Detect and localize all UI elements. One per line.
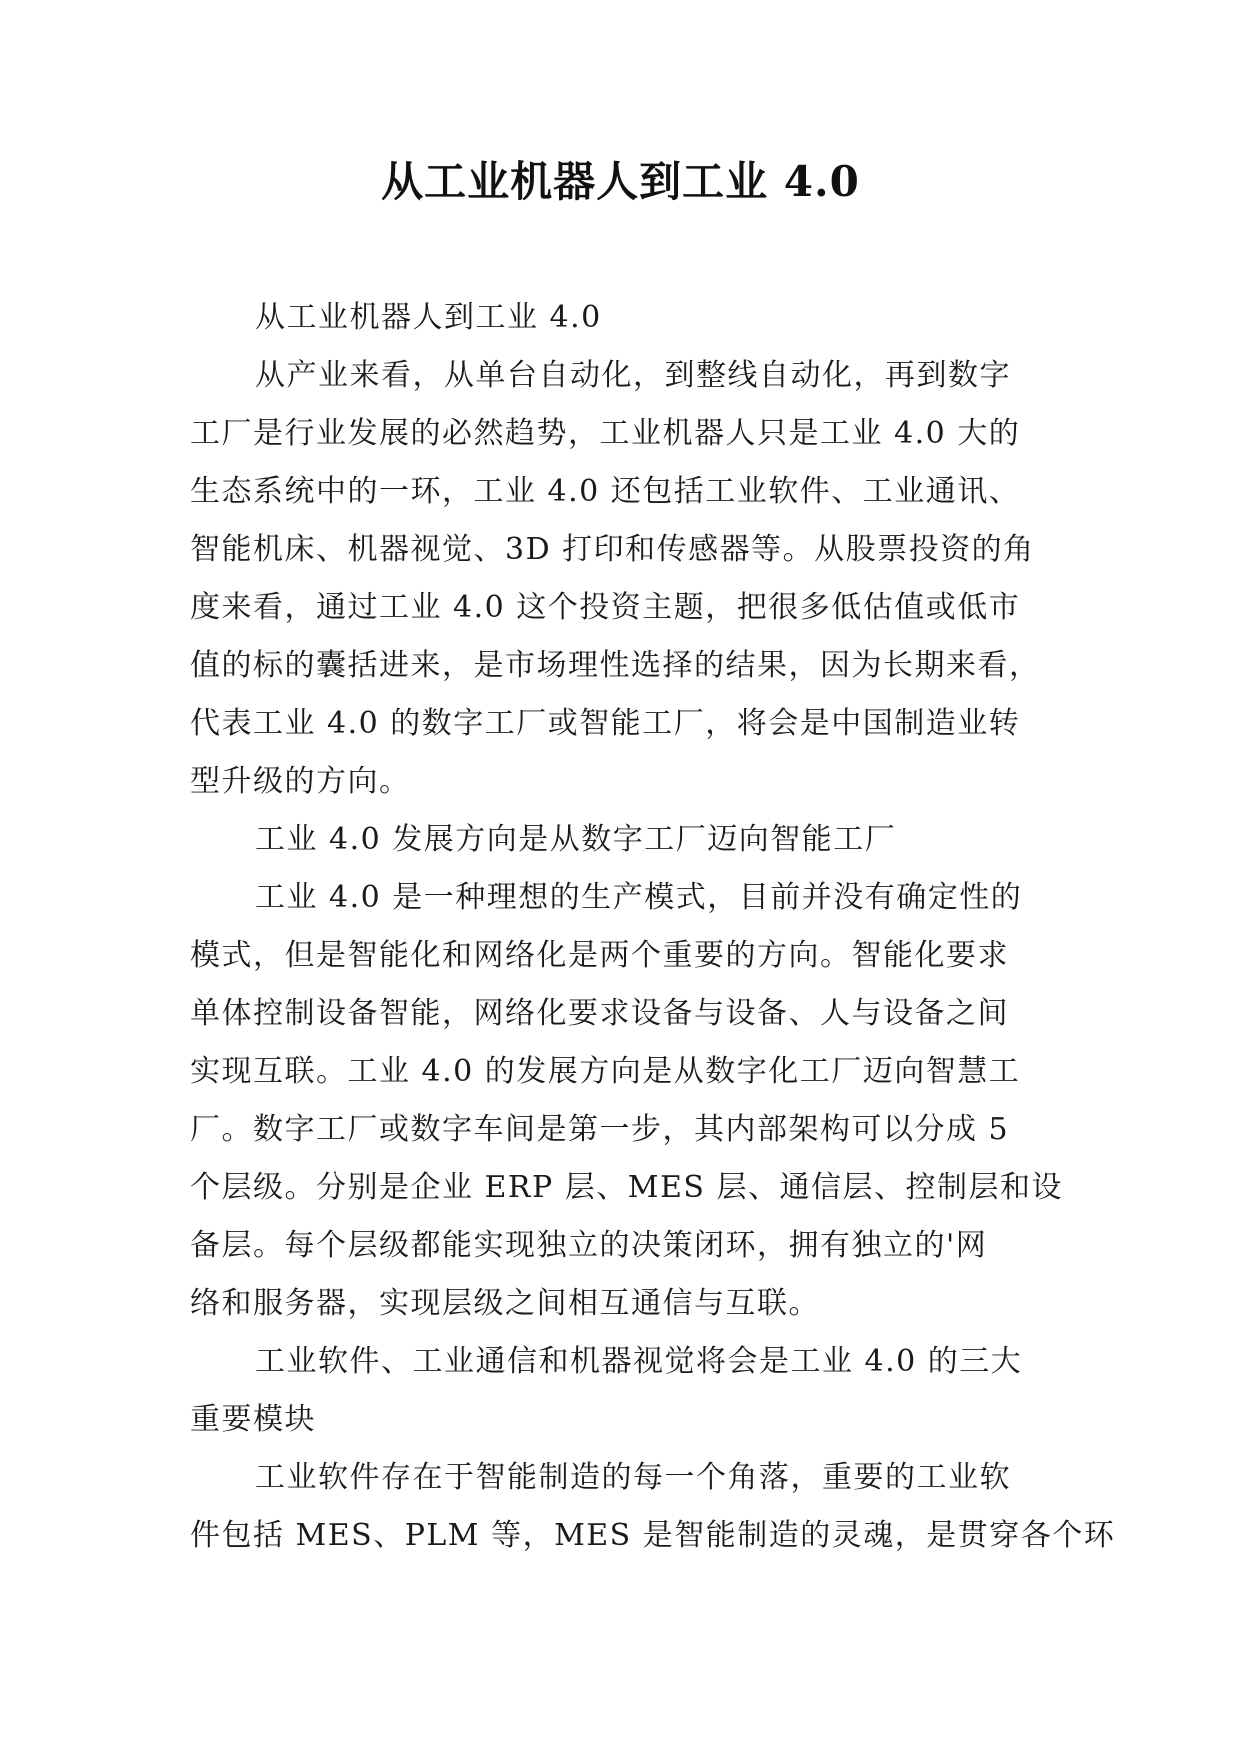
text-line: 实现互联。工业 4.0 的发展方向是从数字化工厂迈向智慧工 [190, 1054, 1021, 1089]
text-line: 络和服务器，实现层级之间相互通信与互联。 [190, 1286, 820, 1321]
text-line: 工业 4.0 是一种理想的生产模式，目前并没有确定性的 [255, 880, 1023, 915]
text-line: 智能机床、机器视觉、3D 打印和传感器等。从股票投资的角 [190, 532, 1035, 567]
text-line: 工业软件存在于智能制造的每一个角落，重要的工业软 [255, 1460, 1011, 1495]
text-line: 型升级的方向。 [190, 764, 411, 799]
text-line: 备层。每个层级都能实现独立的决策闭环，拥有独立的'网 [190, 1228, 988, 1263]
document-title: 从工业机器人到工业 4.0 [381, 157, 860, 206]
document-body [190, 289, 1116, 1565]
text-line: 工业 4.0 发展方向是从数字工厂迈向智能工厂 [255, 822, 897, 857]
text-line: 模式，但是智能化和网络化是两个重要的方向。智能化要求 [190, 938, 1009, 973]
text-line: 代表工业 4.0 的数字工厂或智能工厂，将会是中国制造业转 [190, 706, 1021, 741]
text-line: 度来看，通过工业 4.0 这个投资主题，把很多低估值或低市 [190, 590, 1021, 625]
text-line: 个层级。分别是企业 ERP 层、MES 层、通信层、控制层和设 [190, 1170, 1063, 1205]
text-line: 值的标的囊括进来，是市场理性选择的结果，因为长期来看， [190, 648, 1041, 683]
text-line: 从产业来看，从单台自动化，到整线自动化，再到数字 [255, 358, 1011, 393]
text-line: 工业软件、工业通信和机器视觉将会是工业 4.0 的三大 [255, 1344, 1023, 1379]
text-line: 单体控制设备智能，网络化要求设备与设备、人与设备之间 [190, 996, 1009, 1031]
text-line: 重要模块 [190, 1402, 316, 1437]
text-line: 件包括 MES、PLM 等，MES 是智能制造的灵魂，是贯穿各个环 [190, 1518, 1116, 1553]
text-line: 工厂是行业发展的必然趋势，工业机器人只是工业 4.0 大的 [190, 416, 1021, 451]
text-line: 从工业机器人到工业 4.0 [255, 300, 602, 335]
text-line: 厂。数字工厂或数字车间是第一步，其内部架构可以分成 5 [190, 1112, 1010, 1147]
text-line: 生态系统中的一环，工业 4.0 还包括工业软件、工业通讯、 [190, 474, 1021, 509]
